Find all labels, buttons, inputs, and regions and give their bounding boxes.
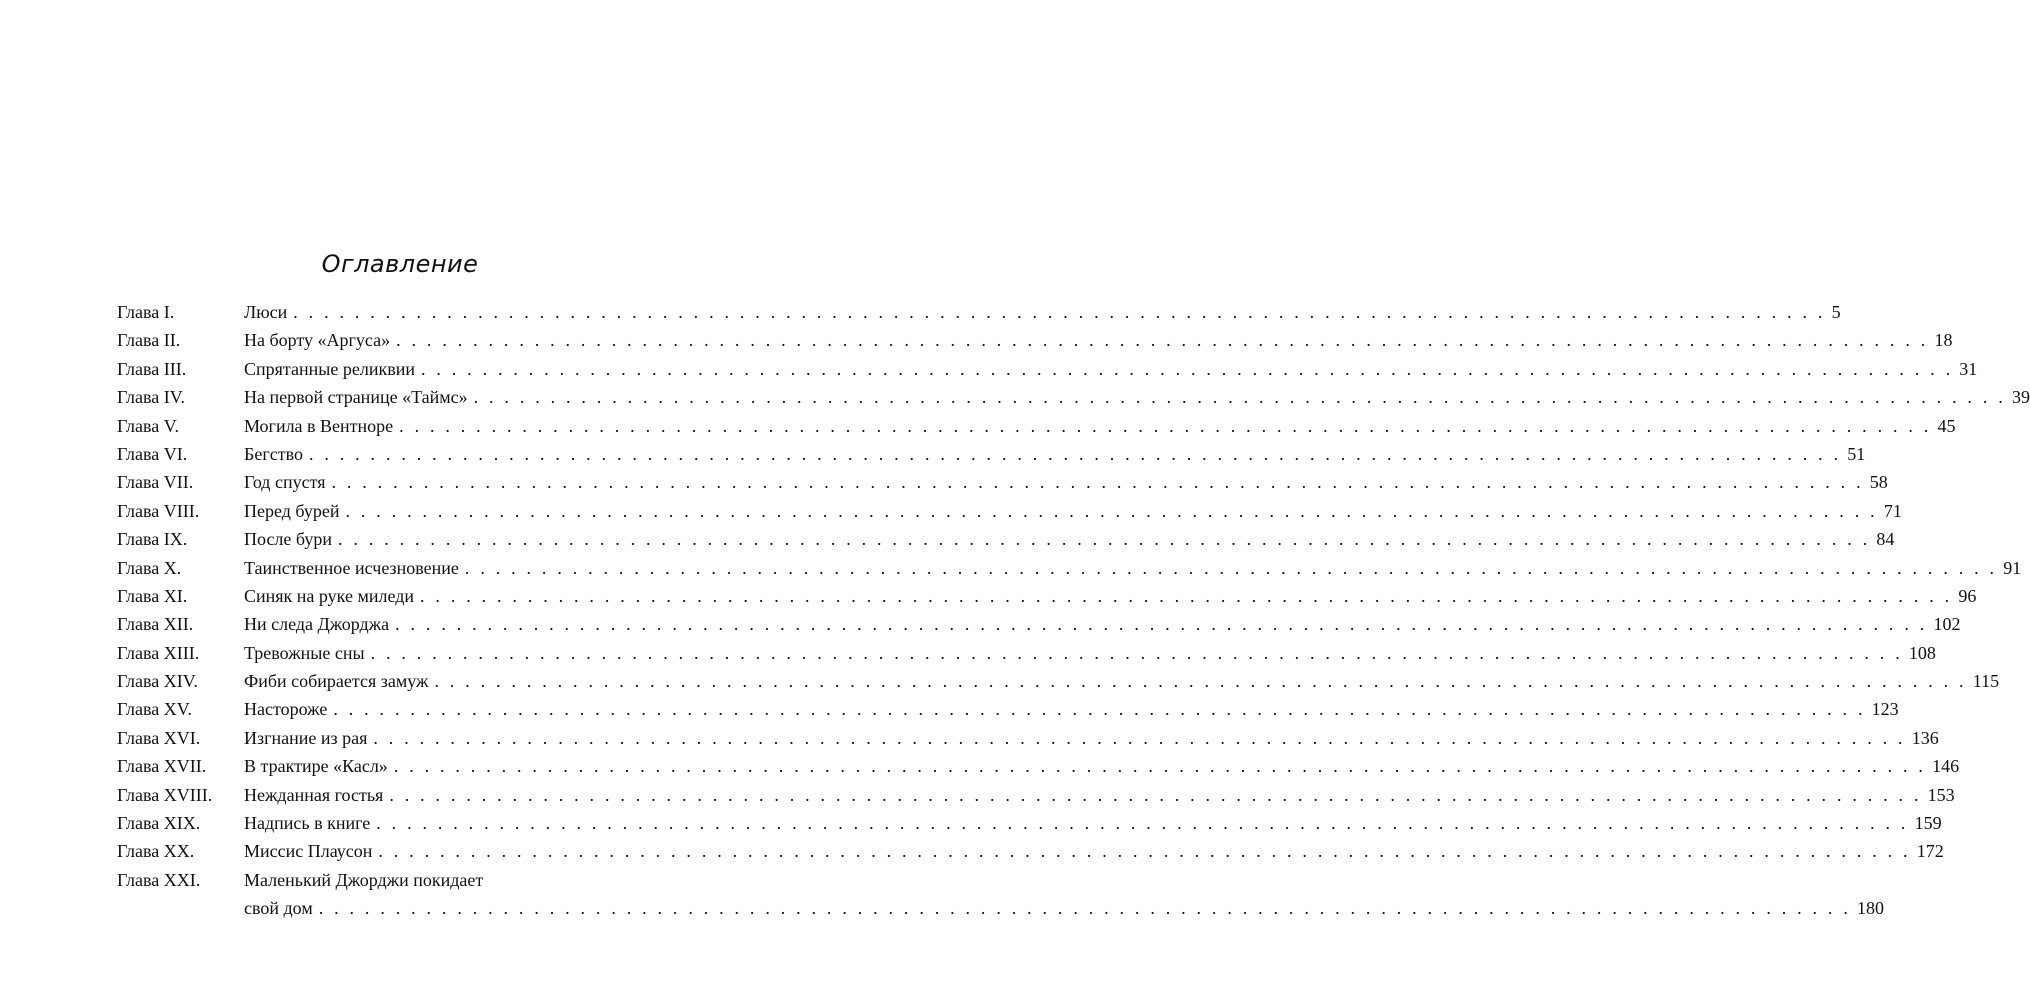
- entry-title: Могила в Вентноре: [244, 415, 394, 436]
- dot-leader: [474, 383, 2006, 411]
- chapter-label: Глава VII.: [117, 472, 194, 493]
- entry-title: Бегство: [244, 443, 303, 464]
- dot-leader: [309, 440, 1841, 468]
- dot-leader: [346, 497, 1878, 525]
- chapter-label: Глава XX.: [117, 841, 195, 862]
- entry-title-continued: свой дом: [244, 898, 313, 919]
- page-number: 108: [1908, 642, 1936, 663]
- toc-entry: [117, 468, 1888, 496]
- dot-leader: [420, 582, 1952, 610]
- chapter-label: Глава XVIII.: [117, 784, 213, 805]
- chapter-label: Глава VI.: [117, 443, 188, 464]
- page-number: 136: [1911, 727, 1939, 748]
- page-number: 84: [1876, 529, 1895, 550]
- toc-entry: [117, 554, 2022, 582]
- page-number: 51: [1847, 443, 1866, 464]
- page-number: 115: [1972, 671, 2000, 692]
- entry-title: Синяк на руке миледи: [244, 585, 415, 606]
- page-number: 153: [1927, 784, 1955, 805]
- page-number: 102: [1933, 614, 1961, 635]
- entry-title: Спрятанные реликвии: [244, 358, 415, 379]
- entry-title: Люси: [244, 302, 288, 322]
- chapter-label: Глава XIV.: [117, 671, 198, 692]
- dot-leader: [421, 355, 1953, 383]
- page-number: 39: [2011, 387, 2030, 408]
- toc-entry: [117, 781, 1955, 809]
- chapter-label: Глава IV.: [117, 387, 185, 408]
- toc-entry: [117, 667, 2000, 695]
- dot-leader: [293, 298, 1825, 326]
- toc-entry: [117, 582, 1977, 610]
- toc-entry: [117, 752, 1960, 780]
- chapter-label: Глава XV.: [117, 699, 192, 720]
- dot-leader: [394, 752, 1926, 780]
- dot-leader: [389, 781, 1921, 809]
- toc-heading: Оглавление: [321, 250, 479, 278]
- entry-body: [244, 866, 1884, 923]
- dot-leader: [371, 639, 1903, 667]
- toc-entry: [117, 497, 1902, 525]
- entry-title: В трактире «Касл»: [244, 756, 388, 777]
- dot-leader: [333, 695, 1865, 723]
- dot-leader: [465, 554, 1997, 582]
- chapter-label: Глава XXI.: [117, 869, 201, 890]
- toc-entry: [117, 326, 1953, 354]
- page-number: 172: [1916, 841, 1944, 862]
- chapter-label: Глава II.: [117, 330, 181, 351]
- page-number: 5: [1831, 302, 1841, 322]
- page-number: 96: [1958, 585, 1977, 606]
- page-number: 71: [1883, 500, 1902, 521]
- entry-title-line: [244, 894, 1884, 922]
- toc-entry: [117, 724, 1939, 752]
- page-number: 159: [1914, 813, 1942, 834]
- toc-entry: [117, 298, 1841, 326]
- chapter-label: Глава V.: [117, 415, 179, 436]
- chapter-label: Глава III.: [117, 358, 187, 379]
- entry-title: Надпись в книге: [244, 813, 371, 834]
- toc-list: [117, 298, 2030, 923]
- toc-entry: [117, 639, 1936, 667]
- entry-title: Маленький Джорджи покидает: [244, 869, 484, 890]
- dot-leader: [338, 525, 1870, 553]
- page-number: 146: [1932, 756, 1960, 777]
- page-number: 91: [2003, 557, 2022, 578]
- dot-leader: [399, 412, 1931, 440]
- entry-title: Перед бурей: [244, 500, 340, 521]
- dot-leader: [395, 610, 1927, 638]
- dot-leader: [396, 326, 1928, 354]
- entry-title: На первой странице «Таймс»: [244, 387, 468, 408]
- entry-title: На борту «Аргуса»: [244, 330, 391, 351]
- entry-title: Год спустя: [244, 472, 326, 493]
- entry-title: Настороже: [244, 699, 328, 720]
- dot-leader: [378, 837, 1910, 865]
- toc-entry: [117, 837, 1944, 865]
- dot-leader: [376, 809, 1908, 837]
- toc-entry: [117, 610, 1961, 638]
- chapter-label: Глава IX.: [117, 529, 188, 550]
- dot-leader: [319, 894, 1851, 922]
- entry-title: Фиби собирается замуж: [244, 671, 429, 692]
- chapter-label: Глава X.: [117, 557, 182, 578]
- toc-entry: [117, 355, 1978, 383]
- entry-title: Ни следа Джорджа: [244, 614, 390, 635]
- entry-title: Нежданная гостья: [244, 784, 384, 805]
- page-number: 18: [1934, 330, 1953, 351]
- entry-title: Тревожные сны: [244, 642, 365, 663]
- toc-entry: [117, 866, 1885, 923]
- toc-entry: [117, 695, 1899, 723]
- toc-entry: [117, 809, 1942, 837]
- chapter-label: Глава XIII.: [117, 642, 200, 663]
- page-number: 123: [1871, 699, 1899, 720]
- dot-leader: [331, 468, 1863, 496]
- chapter-label: Глава XII.: [117, 614, 194, 635]
- page-number: 180: [1857, 898, 1885, 919]
- toc-entry: [117, 412, 1956, 440]
- chapter-label: Глава XI.: [117, 585, 188, 606]
- entry-title: После бури: [244, 529, 333, 550]
- chapter-label: Глава XIX.: [117, 813, 201, 834]
- page-number: 45: [1937, 415, 1956, 436]
- page-number: 31: [1959, 358, 1978, 379]
- chapter-label: Глава VIII.: [117, 500, 200, 521]
- chapter-label: Глава XVII.: [117, 756, 207, 777]
- entry-title: Таинственное исчезновение: [244, 557, 459, 578]
- page-number: 58: [1869, 472, 1888, 493]
- dot-leader: [434, 667, 1966, 695]
- toc-entry: [117, 440, 1866, 468]
- dot-leader: [373, 724, 1905, 752]
- toc-entry: [117, 525, 1895, 553]
- entry-title-line: [244, 866, 1884, 894]
- entry-title: Изгнание из рая: [244, 727, 368, 748]
- entry-title: Миссис Плаусон: [244, 841, 373, 862]
- chapter-label: Глава I.: [117, 302, 175, 322]
- chapter-label: Глава XVI.: [117, 727, 201, 748]
- toc-entry: [117, 383, 2030, 411]
